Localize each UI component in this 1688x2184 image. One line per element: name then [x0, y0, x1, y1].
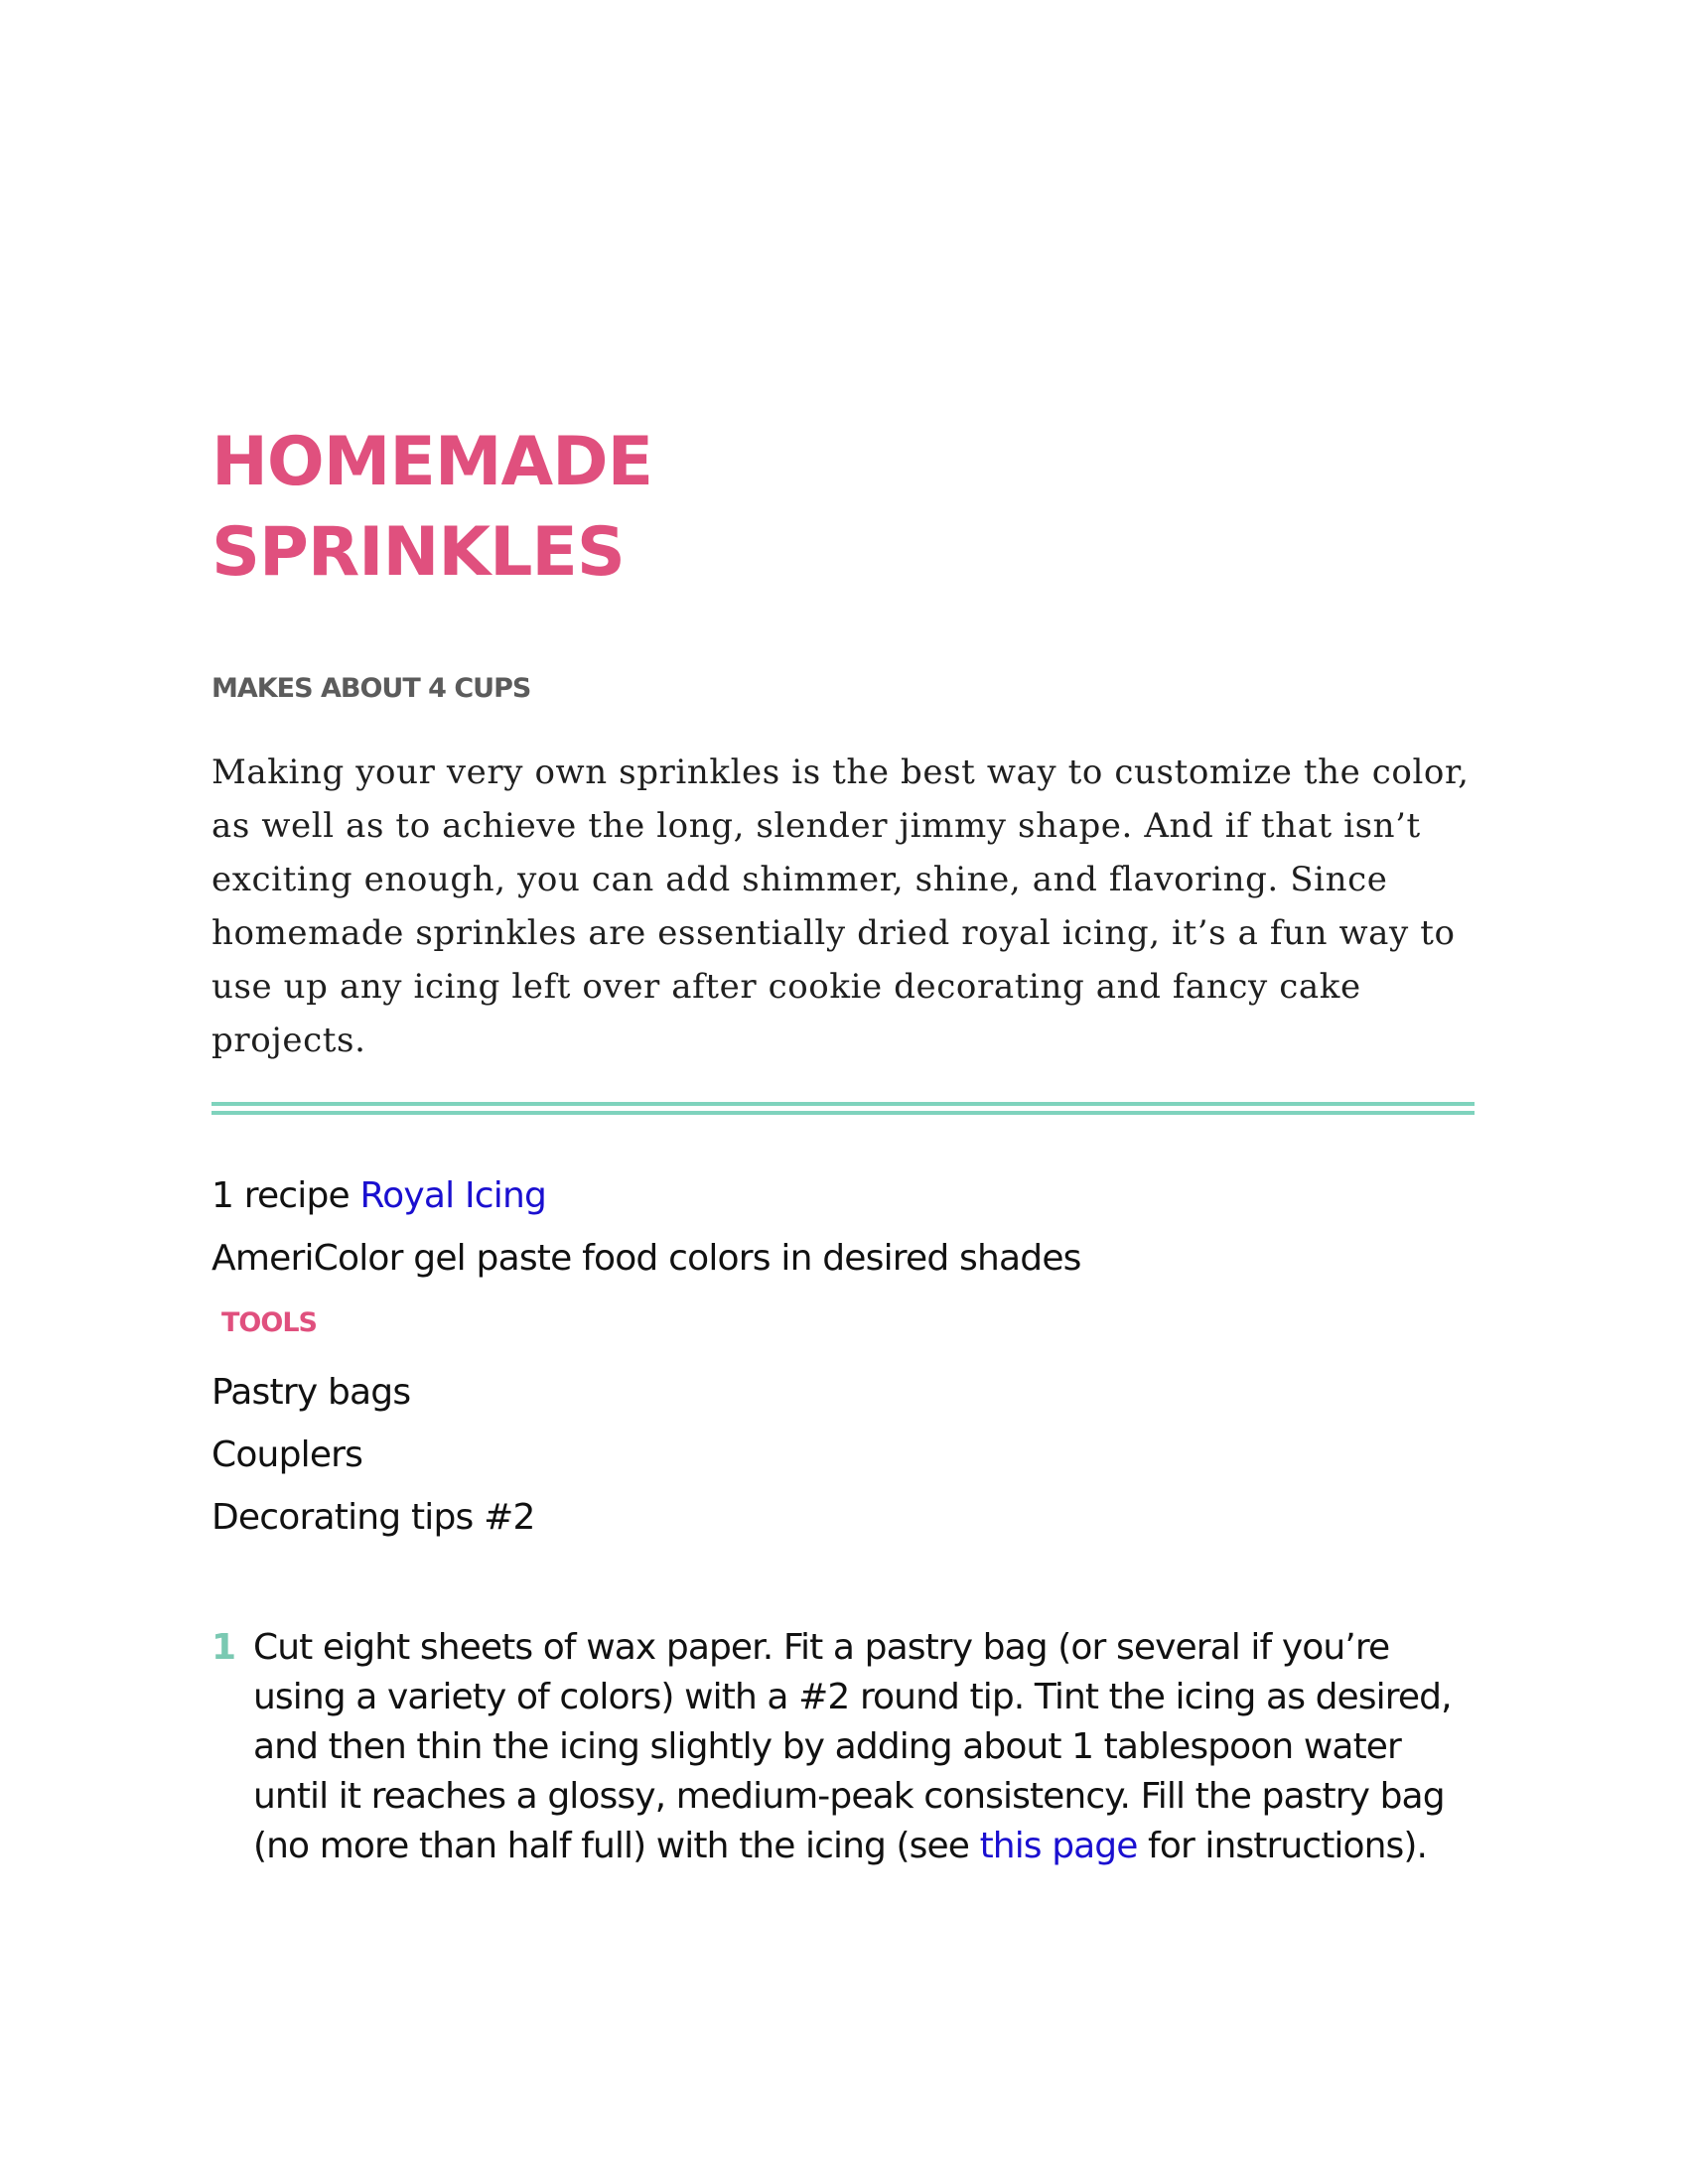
step-text-end: for instructions). [1137, 1826, 1428, 1866]
royal-icing-link[interactable]: Royal Icing [359, 1175, 547, 1216]
recipe-title-line-2: SPRINKLES [211, 513, 625, 592]
this-page-link[interactable]: this page [979, 1826, 1138, 1866]
step-item [211, 1623, 1475, 1871]
tool-item: Couplers [211, 1434, 363, 1475]
ingredient-item [211, 1164, 1475, 1227]
tools-heading: TOOLS [221, 1307, 317, 1338]
step-number: 1 [211, 1627, 236, 1668]
ingredient-quantity: 1 recipe [211, 1175, 360, 1216]
step-text: Cut eight sheets of wax paper. Fit a pastry bag (or several if you’re using a variety of colors) with a #2 round tip. Tint the icing as desired, and then thin the icing slightly by adding about 1 tablespoon water until it reaches a glossy, medium-peak consistency. Fill the pastry bag (no more than half full) with the icing (see [253, 1627, 1452, 1866]
section-divider [211, 1102, 1475, 1115]
tool-item: Decorating tips #2 [211, 1497, 535, 1538]
ingredient-item: AmeriColor gel paste food colors in desired shades [211, 1238, 1081, 1279]
recipe-page [211, 417, 1475, 1871]
steps-list [211, 1623, 1475, 1871]
tools-list [211, 1361, 1475, 1549]
ingredients-list [211, 1164, 1475, 1290]
recipe-yield: MAKES ABOUT 4 CUPS [211, 673, 531, 704]
recipe-title [211, 417, 1475, 598]
recipe-title-line-1: HOMEMADE [211, 423, 653, 501]
recipe-intro: Making your very own sprinkles is the best way to customize the color, as well as to achieve the long, slender jimmy shape. And if that isn’t exciting enough, you can add shimmer, shine, and flavoring. Since homemade sprinkles are essentially dried royal icing, it’s a fun way to use up any icing left over after cookie decorating and fancy cake projects. [211, 752, 1470, 1060]
tool-item: Pastry bags [211, 1372, 411, 1413]
